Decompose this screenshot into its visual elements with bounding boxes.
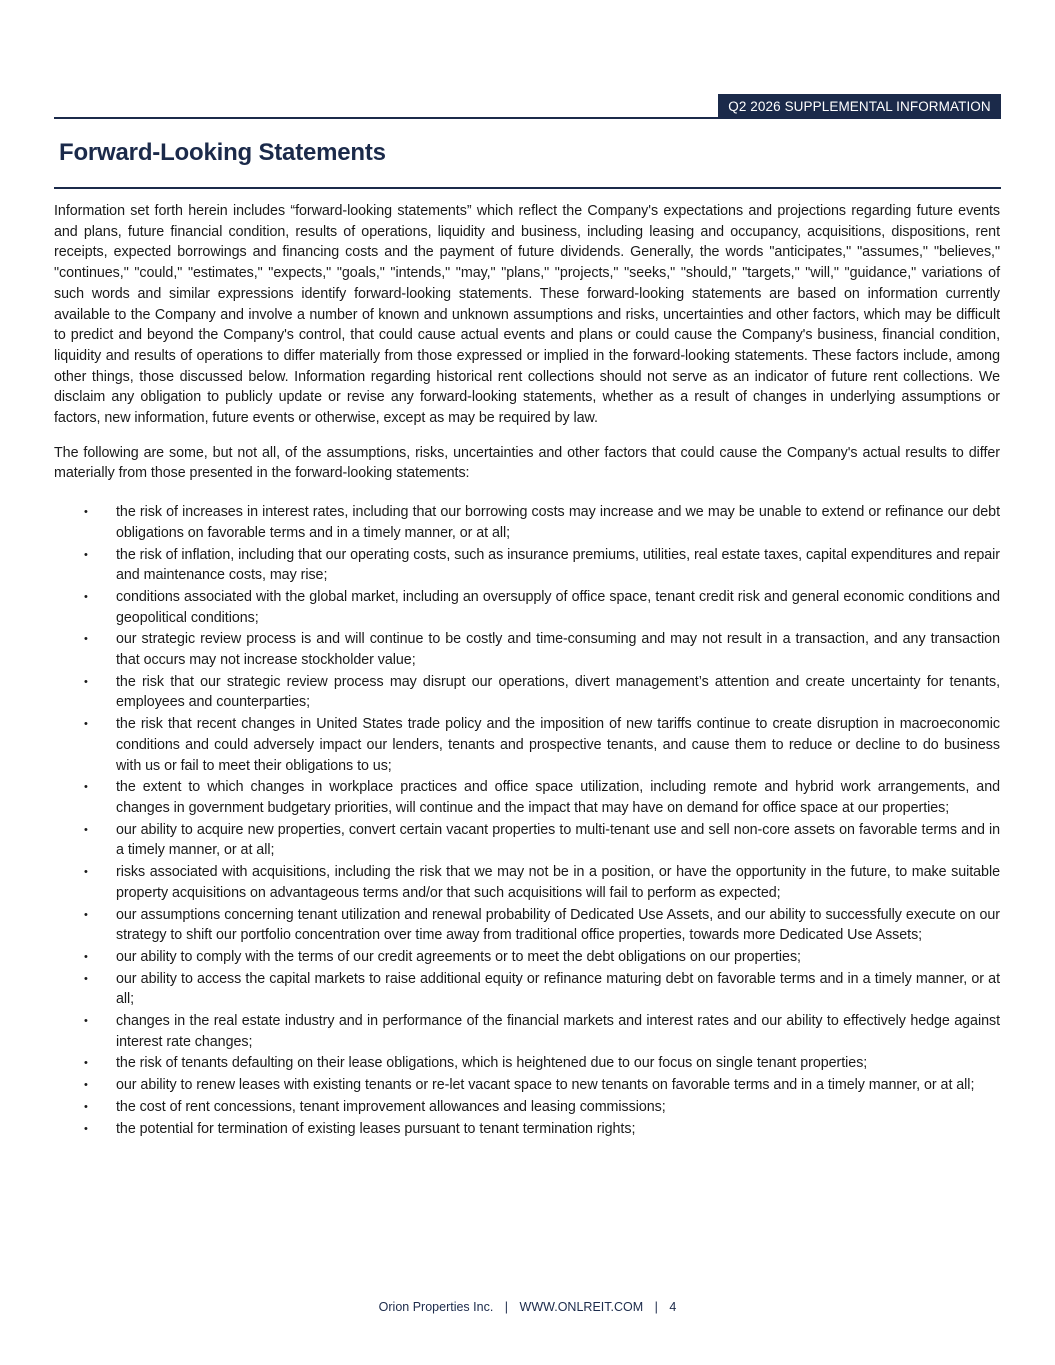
bullet-icon: • (84, 548, 88, 561)
footer-separator: | (504, 1300, 509, 1314)
list-item-text: the extent to which changes in workplace practices and office space utilization, including remote and hybrid work arrangements, and changes in government budgetary priorities, will continue and the impact that may have on demand for office space at our properties; (116, 779, 1000, 816)
list-item (54, 1097, 1000, 1118)
bullet-icon: • (84, 633, 88, 646)
list-item (54, 947, 1000, 968)
bullet-icon: • (84, 950, 88, 963)
bullet-icon: • (84, 1122, 88, 1135)
list-item-text: our assumptions concerning tenant utilization and renewal probability of Dedicated Use Assets, and our ability to successfully execute on our strategy to shift our portfolio concentration over time away from traditional office properties, towards more Dedicated Use Assets; (116, 906, 1000, 944)
page-number: 4 (669, 1300, 677, 1314)
list-item (54, 714, 1000, 776)
list-item (54, 502, 1000, 543)
footer-separator: | (654, 1300, 658, 1314)
list-item-text: our strategic review process is and will continue to be costly and time-consuming and may not result in a transaction, and any transaction that occurs may not increase stockholder value; (116, 631, 1000, 669)
list-item (54, 1119, 1000, 1140)
list-item-text: the cost of rent concessions, tenant improvement allowances and leasing commissions; (116, 1098, 666, 1115)
list-item-text: the potential for termination of existing leases pursuant to tenant termination rights; (116, 1120, 636, 1137)
bullet-icon: • (84, 823, 88, 836)
list-item (54, 545, 1000, 586)
list-item (54, 587, 1000, 628)
list-item (54, 1075, 1000, 1096)
body-content (54, 201, 1000, 1140)
bullet-icon: • (84, 1057, 88, 1070)
bullet-icon: • (84, 866, 88, 879)
bullet-icon: • (84, 675, 88, 688)
risk-factor-list (54, 502, 1000, 1139)
risk-intro-paragraph: The following are some, but not all, of the assumptions, risks, uncertainties and other factors that could cause the Company's actual results to differ materially from those presented in the forward-looking statements: (54, 444, 1000, 482)
page-footer (0, 1300, 1055, 1314)
list-item-text: risks associated with acquisitions, including the risk that we may not be in a position, or have the opportunity in the future, to make suitable property acquisitions on advantageous terms and/or that such acquisitions will fail to perform as expected; (116, 864, 1000, 901)
header-tag: Q2 2026 SUPPLEMENTAL INFORMATION (718, 94, 1001, 119)
bullet-icon: • (84, 908, 88, 921)
list-item-text: our ability to acquire new properties, convert certain vacant properties to multi-tenant use and sell non-core assets on favorable terms and in a timely manner, or at all; (116, 821, 1000, 859)
footer-company: Orion Properties Inc. (378, 1300, 494, 1314)
bullet-icon: • (84, 781, 88, 794)
bullet-icon: • (84, 1100, 88, 1113)
header-rule (54, 117, 720, 119)
title-rule (54, 187, 1001, 189)
list-item (54, 862, 1000, 903)
list-item-text: conditions associated with the global market, including an oversupply of office space, tenant credit risk and general economic conditions and geopolitical conditions; (116, 588, 1000, 626)
bullet-icon: • (84, 718, 88, 731)
list-item (54, 629, 1000, 670)
bullet-icon: • (84, 1015, 88, 1028)
list-item (54, 820, 1000, 861)
list-item-text: the risk that recent changes in United States trade policy and the imposition of new tariffs continue to create disruption in macroeconomic conditions and could adversely impact our lenders, tenants and prospective tenants, and cause them to reduce or decline to do business with us or fail to meet their obligations to us; (116, 716, 1000, 774)
bullet-icon: • (84, 506, 88, 519)
list-item (54, 969, 1000, 1010)
list-item (54, 1053, 1000, 1074)
list-item (54, 1011, 1000, 1052)
bullet-icon: • (84, 590, 88, 603)
bullet-icon: • (84, 1079, 88, 1092)
list-item-text: changes in the real estate industry and in performance of the financial markets and interest rates and our ability to effectively hedge against interest rate changes; (116, 1013, 1000, 1050)
footer-website-link[interactable]: WWW.ONLREIT.COM (519, 1300, 644, 1314)
list-item (54, 672, 1000, 713)
page-title: Forward-Looking Statements (59, 139, 386, 166)
list-item-text: our ability to renew leases with existing tenants or re-let vacant space to new tenants on favorable terms and in a timely manner, or at all; (116, 1077, 975, 1094)
list-item-text: our ability to access the capital markets to raise additional equity or refinance maturing debt on favorable terms and in a timely manner, or at all; (116, 970, 1000, 1008)
list-item-text: the risk that our strategic review process may disrupt our operations, divert management’s attention and create uncertainty for tenants, employees and counterparties; (116, 673, 1000, 711)
list-item-text: the risk of inflation, including that our operating costs, such as insurance premiums, utilities, real estate taxes, capital expenditures and repair and maintenance costs, may rise; (116, 546, 1000, 584)
list-item-text: the risk of increases in interest rates, including that our borrowing costs may increase and we may be unable to extend or refinance our debt obligations on favorable terms and in a timely manner, or at all; (116, 504, 1000, 541)
list-item (54, 905, 1000, 946)
bullet-icon: • (84, 972, 88, 985)
intro-paragraph: Information set forth herein includes “forward-looking statements” which reflect the Company's expectations and projections regarding future events and plans, future financial condition, results of operations, liquidity and business, including leasing and occupancy, acquisitions, dispositions, rent receipts, expected borrowings and financing costs and the payment of future dividends. Generally, the words "anticipates," "assumes," "believes," "continues," "could," "estimates," "expects," "goals," "intends," "may," "plans," "projects," "seeks," "should," "targets," "will," "guidance," variations of such words and similar expressions identify forward-looking statements. These forward-looking statements are based on information currently available to the Company and involve a number of known and unknown assumptions and risks, uncertainties and other factors, which may be difficult to predict and beyond the Company's control, that could cause actual events and plans or could cause the Company's business, financial condition, liquidity and results of operations to differ materially from those expressed or implied in the forward-looking statements. These factors include, among other things, those discussed below. Information regarding historical rent collections should not serve as an indicator of future rent collections. We disclaim any obligation to publicly update or revise any forward-looking statements, whether as a result of changes in underlying assumptions or factors, new information, future events or otherwise, except as may be required by law. (54, 203, 1000, 427)
list-item-text: our ability to comply with the terms of our credit agreements or to meet the debt obligations on our properties; (116, 948, 801, 965)
list-item-text: the risk of tenants defaulting on their lease obligations, which is heightened due to our focus on single tenant properties; (116, 1055, 868, 1072)
list-item (54, 777, 1000, 818)
